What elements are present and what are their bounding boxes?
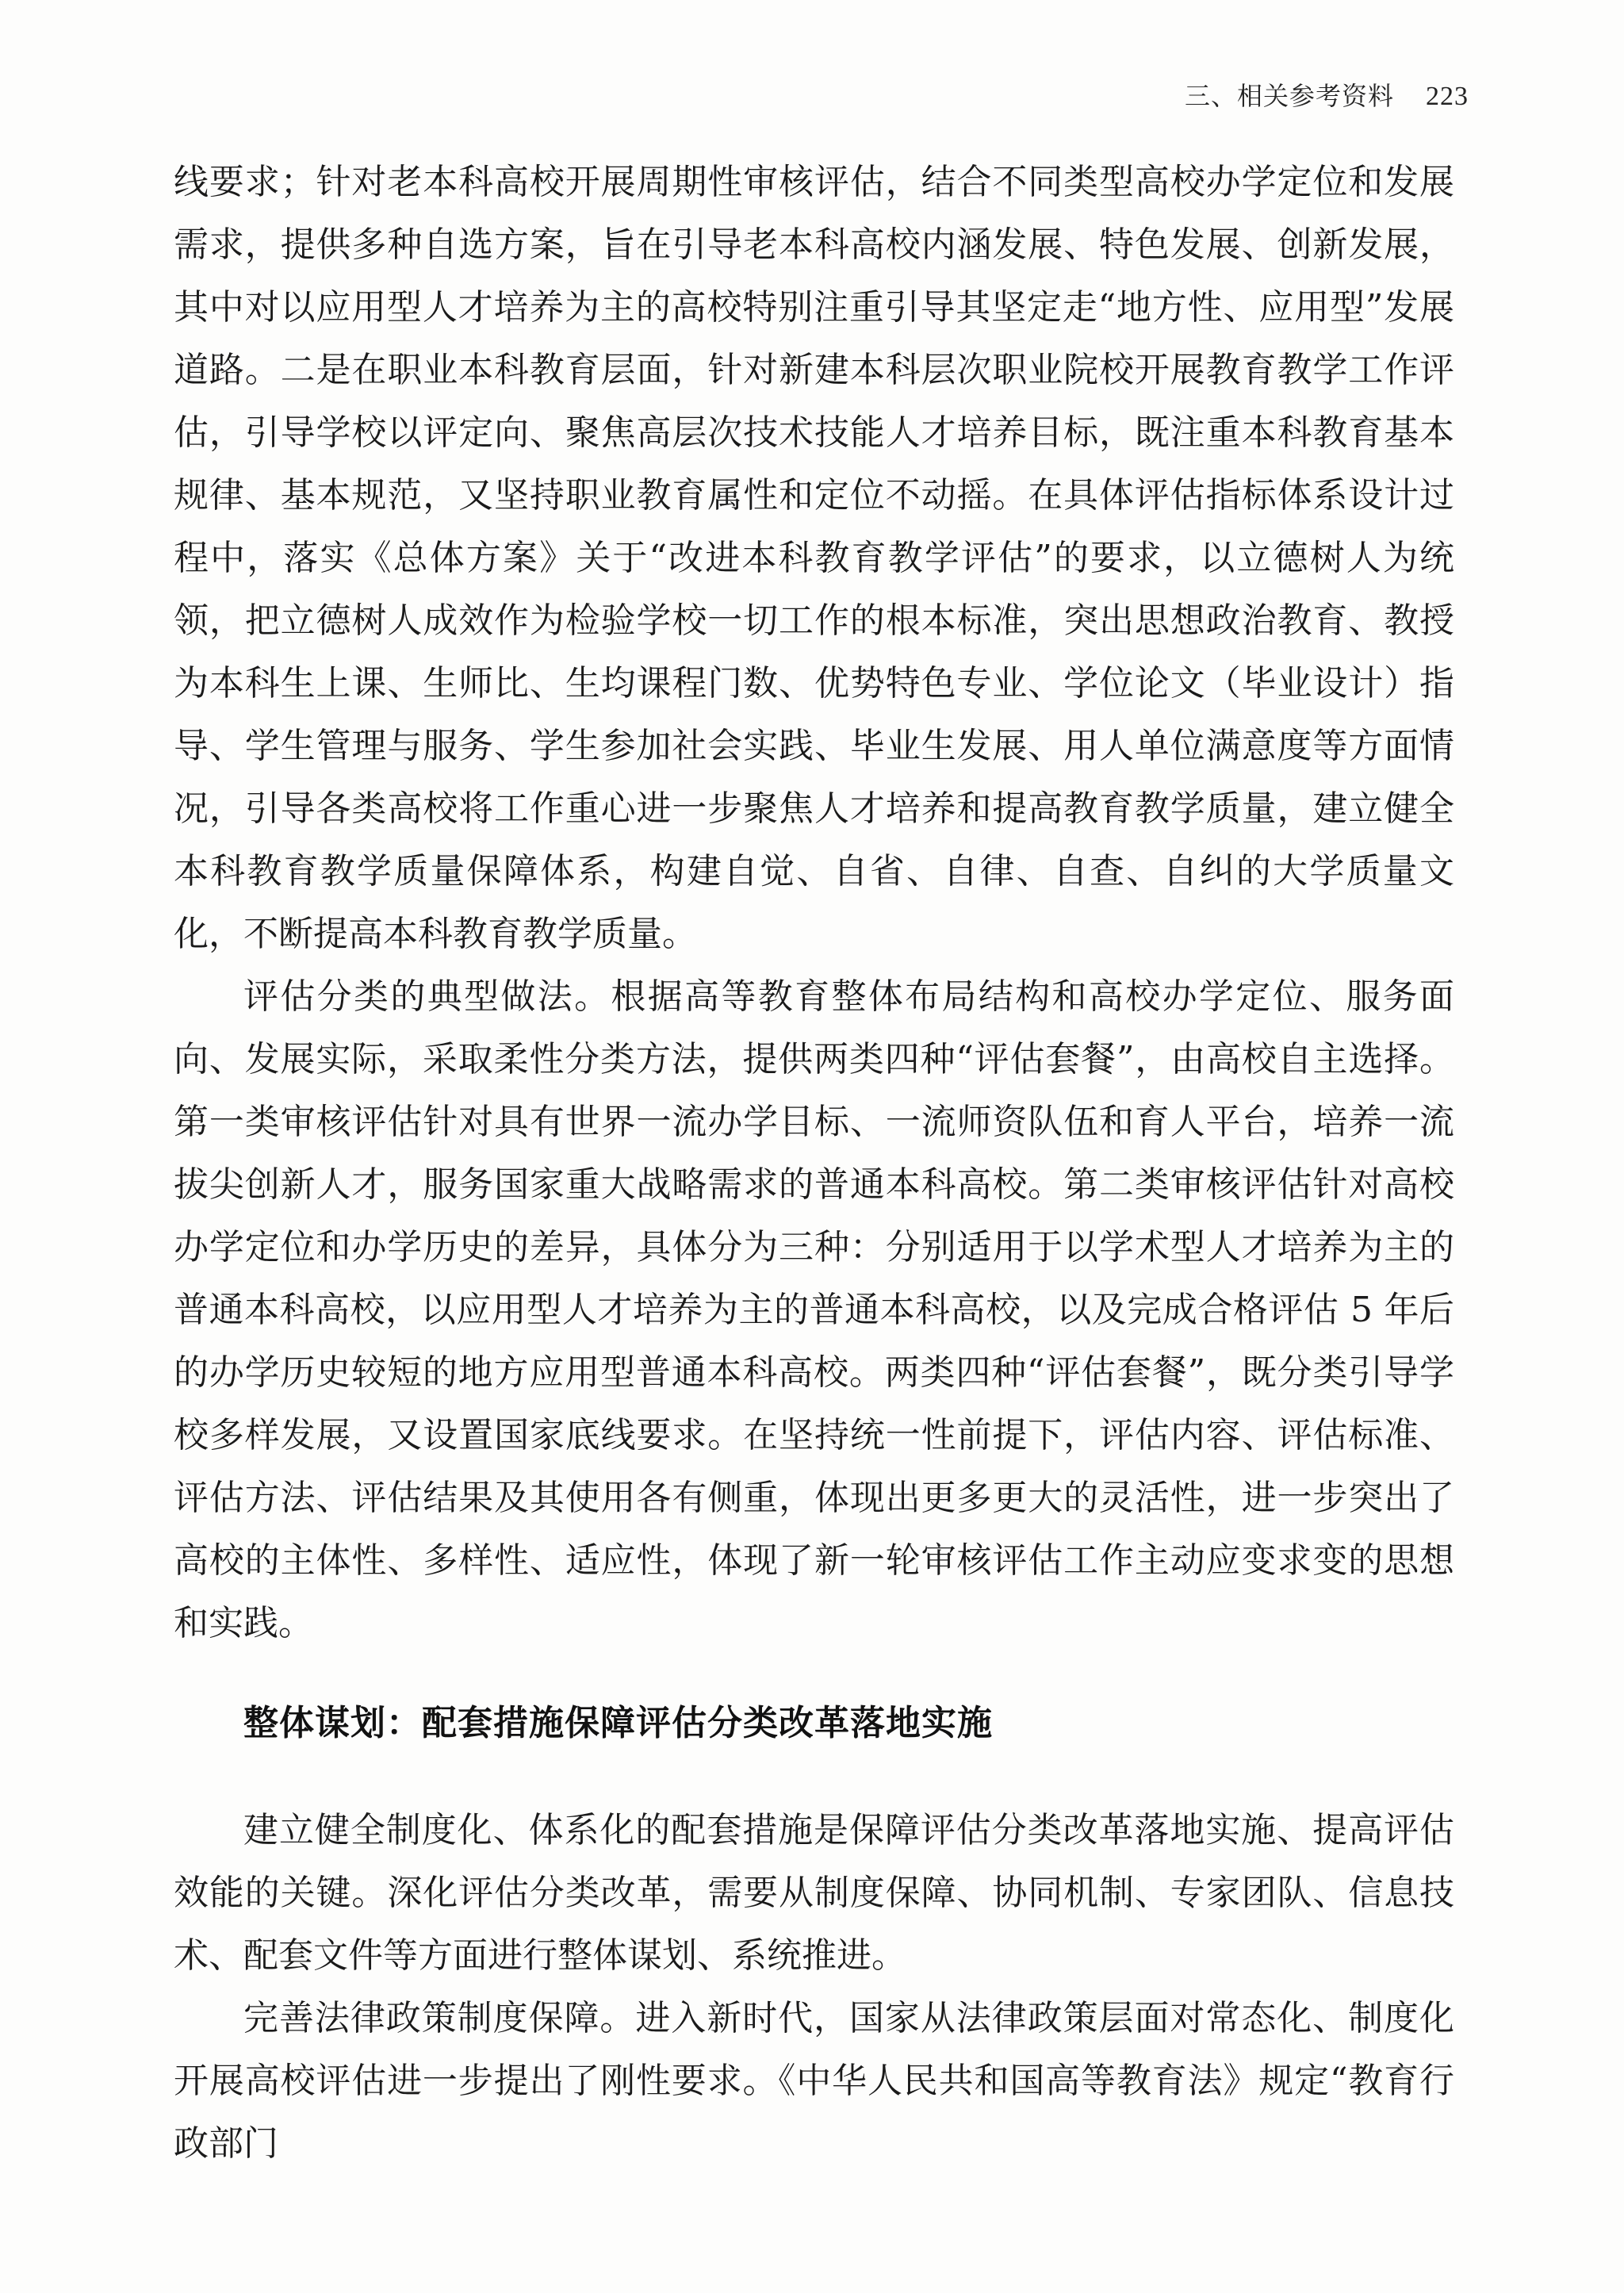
running-header [1185,76,1469,113]
header-section-title: 三、相关参考资料 [1184,81,1394,111]
paragraph-supporting-measures: 建立健全制度化、体系化的配套措施是保障评估分类改革落地实施、提高评估效能的关键。深化评估分类改革，需要从制度保障、协同机制、专家团队、信息技术、配套文件等方面进行整体谋划、系统推进。 [174,1810,1454,1976]
paragraph-continued: 线要求；针对老本科高校开展周期性审核评估，结合不同类型高校办学定位和发展需求，提供多种自选方案，旨在引导老本科高校内涵发展、特色发展、创新发展，其中对以应用型人才培养为主的高校特别注重引导其坚定走“地方性、应用型”发展道路。二是在职业本科教育层面，针对新建本科层次职业院校开展教育教学工作评估，引导学校以评定向、聚焦高层次技术技能人才培养目标，既注重本科教育基本规律、基本规范，又坚持职业教育属性和定位不动摇。在具体评估指标体系设计过程中，落实《总体方案》关于“改进本科教育教学评估”的要求，以立德树人为统领，把立德树人成效作为检验学校一切工作的根本标准，突出思想政治教育、教授为本科生上课、生师比、生均课程门数、优势特色专业、学位论文（毕业设计）指导、学生管理与服务、学生参加社会实践、毕业生发展、用人单位满意度等方面情况，引导各类高校将工作重心进一步聚焦人才培养和提高教育教学质量，建立健全本科教育教学质量保障体系，构建自觉、自省、自律、自查、自纠的大学质量文化，不断提高本科教育教学质量。 [174,162,1454,954]
page-number: 223 [1426,82,1469,111]
paragraph-typical-practice: 评估分类的典型做法。根据高等教育整体布局结构和高校办学定位、服务面向、发展实际，采取柔性分类方法，提供两类四种“评估套餐”，由高校自主选择。第一类审核评估针对具有世界一流办学目标、一流师资队伍和育人平台，培养一流拔尖创新人才，服务国家重大战略需求的普通本科高校。第二类审核评估针对高校办学定位和办学历史的差异，具体分为三种：分别适用于以学术型人才培养为主的普通本科高校，以应用型人才培养为主的普通本科高校，以及完成合格评估 5 年后的办学历史较短的地方应用型普通本科高校。两类四种“评估套餐”，既分类引导学校多样发展，又设置国家底线要求。在坚持统一性前提下，评估内容、评估标准、评估方法、评估结果及其使用各有侧重，体现出更多更大的灵活性，进一步突出了高校的主体性、多样性、适应性，体现了新一轮审核评估工作主动应变求变的思想和实践。 [174,976,1454,1643]
body-text-lower [174,1799,1454,2175]
paragraph-legal-policy: 完善法律政策制度保障。进入新时代，国家从法律政策层面对常态化、制度化开展高校评估进一步提出了刚性要求。《中华人民共和国高等教育法》规定“教育行政部门 [174,1998,1454,2164]
section-heading: 整体谋划：配套措施保障评估分类改革落地实施 [243,1703,993,1743]
body-text-upper [174,151,1454,1655]
